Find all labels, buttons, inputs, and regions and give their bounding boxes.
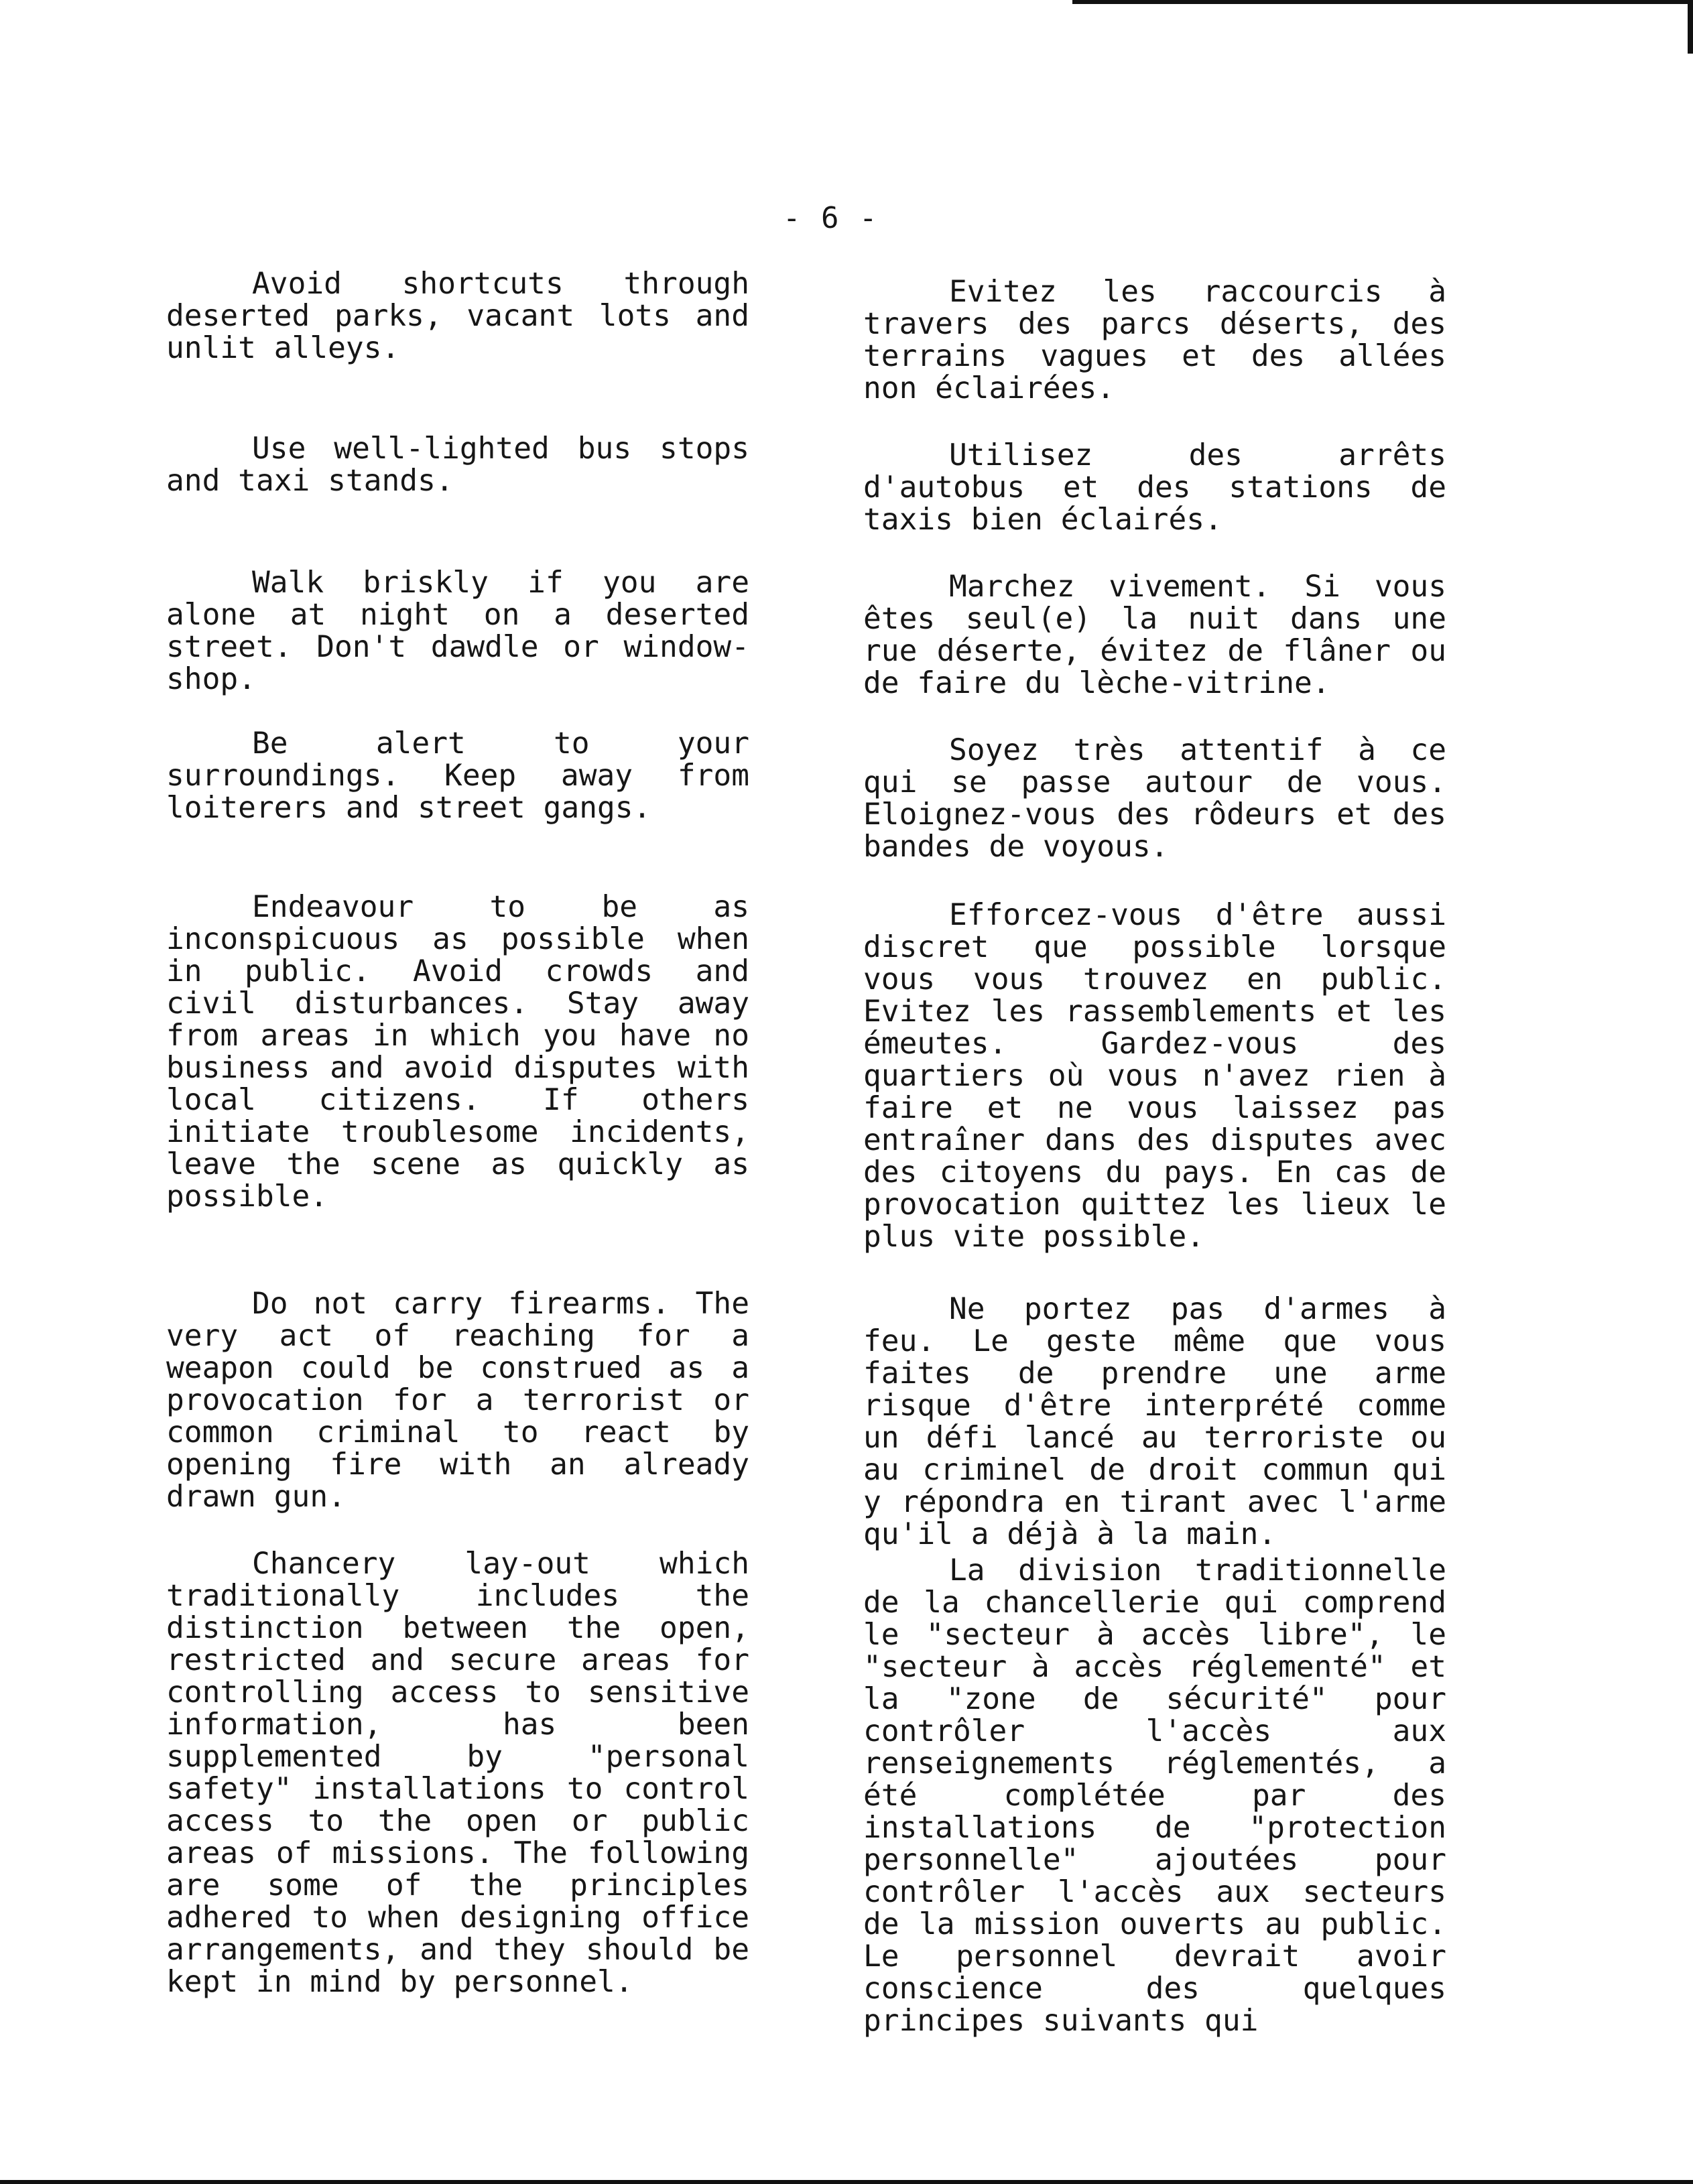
fr-paragraph-autobus: Utilisez des arrêts d'autobus et des stations de taxis bien éclairés. (863, 438, 1446, 537)
en-paragraph-be-alert: Be alert to your surroundings. Keep away from loiterers and street gangs. (166, 726, 749, 825)
en-paragraph-firearms: Do not carry firearms. The very act of reaching for a weapon could be construed as a provocation for a terrorist or common criminal to react by opening fire with an already drawn gun. (166, 1287, 749, 1514)
fr-paragraph-raccourcis: Evitez les raccourcis à travers des parcs déserts, des terrains vagues et des allées non éclairées. (863, 275, 1446, 405)
page-number: - 6 - (783, 201, 879, 235)
en-paragraph-shortcuts: Avoid shortcuts through deserted parks, vacant lots and unlit alleys. (166, 267, 749, 365)
scan-edge-bottom (0, 2180, 1693, 2184)
en-paragraph-chancery: Chancery lay-out which traditionally includes the distinction between the open, restricted and secure areas for controlling access to sensitive information, has been supplemented by "personal safety" installations to control access to the open or public areas of missions. The following are some of the principles adhered to when designing office arrangements, and they should be kept in mind by personnel. (166, 1547, 749, 1999)
scan-edge-top (1072, 0, 1693, 4)
fr-paragraph-soyez-attentif: Soyez très attentif à ce qui se passe autour de vous. Eloignez-vous des rôdeurs et des bandes de voyous. (863, 733, 1446, 864)
en-paragraph-walk-briskly: Walk briskly if you are alone at night on a deserted street. Don't dawdle or window-shop. (166, 566, 749, 696)
en-paragraph-inconspicuous: Endeavour to be as inconspicuous as possible when in public. Avoid crowds and civil disturbances. Stay away from areas in which you have no business and avoid disputes with local citizens. If others initiate troublesome incidents, leave the scene as quickly as possible. (166, 890, 749, 1214)
fr-paragraph-discret: Efforcez-vous d'être aussi discret que possible lorsque vous vous trouvez en public. Evitez les rassemblements et les émeutes. Gardez-vous des quartiers où vous n'avez rien à faire et ne vous laissez pas entraîner dans des disputes avec des citoyens du pays. En cas de provocation quittez les lieux le plus vite possible. (863, 898, 1446, 1254)
fr-paragraph-armes: Ne portez pas d'armes à feu. Le geste même que vous faites de prendre une arme risque d'être interprété comme un défi lancé au terroriste ou au criminel de droit commun qui y répondra en tirant avec l'arme qu'il a déjà à la main. (863, 1292, 1446, 1551)
fr-paragraph-marchez: Marchez vivement. Si vous êtes seul(e) la nuit dans une rue déserte, évitez de flâner ou de faire du lèche-vitrine. (863, 570, 1446, 700)
scan-edge-right (1688, 0, 1693, 54)
fr-paragraph-chancellerie: La division traditionnelle de la chancellerie qui comprend le "secteur à accès libre", le "secteur à accès réglementé" et la "zone de sécurité" pour contrôler l'accès aux renseignements réglementés, a été complétée par des installations de "protection personnelle" ajoutées pour contrôler l'accès aux secteurs de la mission ouverts au public. Le personnel devrait avoir conscience des quelques principes suivants qui (863, 1553, 1446, 2038)
en-paragraph-bus-stops: Use well-lighted bus stops and taxi stands. (166, 432, 749, 498)
